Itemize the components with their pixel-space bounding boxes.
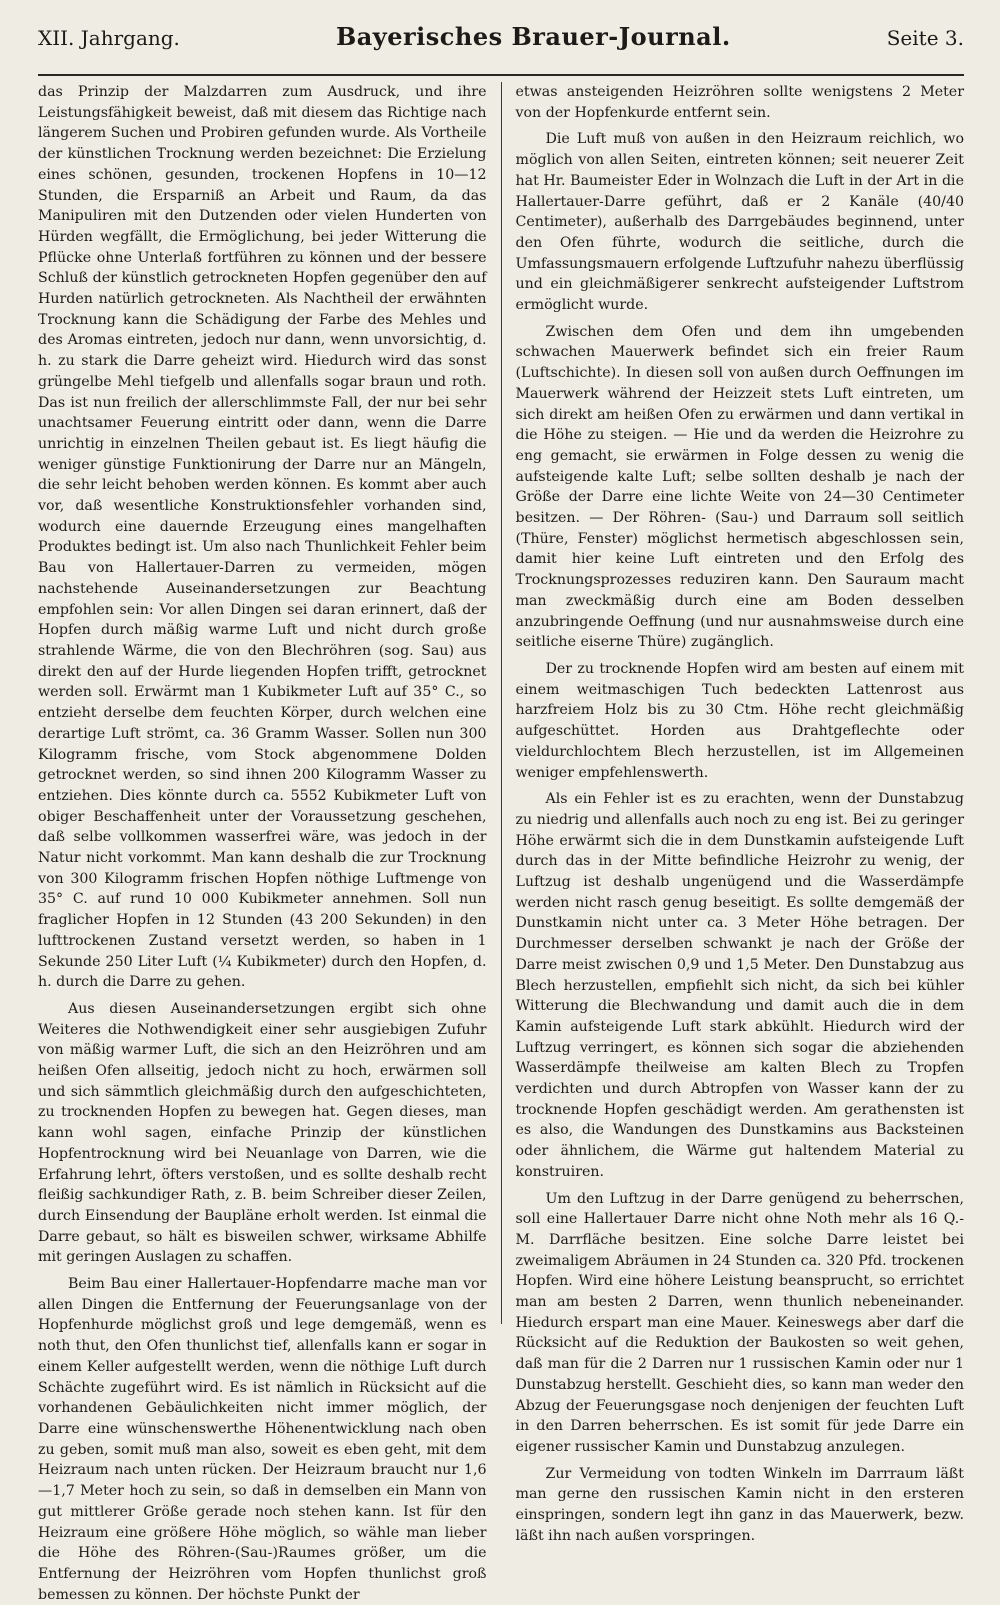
header-rule <box>38 74 964 76</box>
paragraph: das Prinzip der Malzdarren zum Ausdruck, und ihre Leistungsfähigkeit beweist, daß mit diesem das Richtige nach längerem Suchen und Probiren gefunden wurde. Als Vortheile der künstlichen Trocknung werden bezeichnet: Die Erzielung eines schönen, gesunden, trockenen Hopfens in 10—12 Stunden, die Ersparniß an Arbeit und Raum, da das Manipuliren mit den Dutzenden oder vielen Hunderten von Hürden wegfällt, die Ermöglichung, bei jeder Witterung die Pflücke ohne Unterlaß fortführen zu können und der bessere Schluß der künstlich getrockneten Hopfen gegenüber den auf Hurden natürlich getrockneten. Als Nachtheil der erwähnten Trocknung kann die Schädigung der Farbe des Mehles und des Aromas eintreten, jedoch nur dann, wenn unvorsichtig, d. h. zu stark die Darre geheizt wird. Hiedurch wird das sonst grüngelbe Mehl tiefgelb und allenfalls sogar braun und roth. Das ist nun freilich der allerschlimmste Fall, der nur bei sehr unachtsamer Feuerung eintritt oder dann, wenn die Darre unrichtig in einzelnen Theilen gebaut ist. Es liegt häufig die weniger günstige Funktionirung der Darre nur an Mängeln, die sehr leicht behoben werden können. Es kommt aber auch vor, daß wesentliche Konstruktionsfehler vorhanden sind, wodurch eine dauernde Erzeugung eines mangelhaften Produktes bedingt ist. Um also nach Thunlichkeit Fehler beim Bau von Hallertauer-Darren zu vermeiden, mögen nachstehende Auseinandersetzungen zur Beachtung empfohlen sein: Vor allen Dingen sei daran erinnert, daß der Hopfen durch mäßig warme Luft und nicht durch große strahlende Wärme, die von den Blechröhren (sog. Sau) aus direkt den auf der Hurde liegenden Hopfen trifft, getrocknet werden soll. Erwärmt man 1 Kubikmeter Luft auf 35° C., so entzieht derselbe dem feuchten Körper, durch welchen eine derartige Luft strömt, ca. 36 Gramm Wasser. Sollen nun 300 Kilogramm frische, vom Stock abgenommene Dolden getrocknet werden, so sind ihnen 200 Kilogramm Wasser zu entziehen. Dies könnte durch ca. 5552 Kubikmeter Luft von obiger Beschaffenheit unter der Voraussetzung geschehen, daß selbe vollkommen wasserfrei wäre, was jedoch in der Natur nicht vorkommt. Man kann deshalb die zur Trocknung von 300 Kilogramm frischen Hopfen nöthige Luftmenge von 35° C. auf rund 10 000 Kubikmeter annehmen. Soll nun fraglicher Hopfen in 12 Stunden (43 200 Sekunden) in den lufttrockenen Zustand versetzt werden, so haben in 1 Sekunde 250 Liter Luft (¼ Kubikmeter) durch den Hopfen, d. h. durch die Darre zu gehen. <box>38 84 487 991</box>
paragraph: Die Luft muß von außen in den Heizraum reichlich, wo möglich von allen Seiten, eintreten können; seit neuerer Zeit hat Hr. Baumeister Eder in Wolnzach die Luft in der Art in die Hallertauer-Darre geführt, daß er 2 Kanäle (40/40 Centimeter), außerhalb des Darrgebäudes beginnend, unter den Ofen führte, wodurch die seitliche, durch die Umfassungsmauern erfolgende Luftzufuhr nahezu überflüssig und ein gleichmäßigerer senkrecht aufsteigender Luftstrom ermöglicht wurde. <box>515 131 964 314</box>
paragraph: etwas ansteigenden Heizröhren sollte wenigstens 2 Meter von der Hopfenkurde entfernt sein. <box>515 84 964 121</box>
paragraph: Aus diesen Auseinandersetzungen ergibt sich ohne Weiteres die Nothwendigkeit einer sehr ausgiebigen Zufuhr von mäßig warmer Luft, die sich an den Heizröhren und am heißen Ofen allseitig, jedoch nicht zu hoch, erwärmen soll und sich sämmtlich gleichmäßig durch den aufgeschichteten, zu trocknenden Hopfen zu bewegen hat. Gegen dieses, man kann wohl sagen, einfache Prinzip der künstlichen Hopfentrocknung wird bei Neuanlage von Darren, wie die Erfahrung lehrt, öfters verstoßen, und es sollte deshalb recht fleißig sachkundiger Rath, z. B. beim Schreiber dieser Zeilen, durch Einsendung der Baupläne erholt werden. Ist einmal die Darre gebaut, so hält es bisweilen schwer, wirksame Abhilfe mit geringen Auslagen zu schaffen. <box>38 1000 487 1266</box>
page-header <box>38 22 964 72</box>
left-column <box>38 82 501 1603</box>
paragraph: Um den Luftzug in der Darre genügend zu beherrschen, soll eine Hallertauer Darre nicht ohne Noth mehr als 16 Q.-M. Darrfläche besitzen. Eine solche Darre leistet bei zweimaligem Abräumen in 24 Stunden ca. 320 Pfd. trockenen Hopfen. Wird eine höhere Leistung beansprucht, so errichtet man am besten 2 Darren, wenn thunlich nebeneinander. Hiedurch erspart man eine Mauer. Keineswegs aber darf die Rücksicht auf die Reduktion der Baukosten so weit gehen, daß man für die 2 Darren nur 1 russischen Kamin oder nur 1 Dunstabzug herstellt. Geschieht dies, so kann man weder den Abzug der Feuerungsgase noch denjenigen der feuchten Luft in den Darren beherrschen. Es ist somit für jede Darre ein eigener russischer Kamin und Dunstabzug anzulegen. <box>515 1190 964 1455</box>
paragraph: Beim Bau einer Hallertauer-Hopfendarre mache man vor allen Dingen die Entfernung der Feuerungsanlage von der Hopfenhurde möglichst groß und lege demgemäß, wenn es noth thut, den Ofen thunlichst tief, allenfalls kann er sogar in einem Keller aufgestellt werden, wenn die nöthige Luft durch Schächte zugeführt wird. Es ist nämlich in Rücksicht auf die vorhandenen Gebäulichkeiten nicht immer möglich, der Darre eine wünschenswerthe Höhenentwicklung nach oben zu geben, somit muß man also, soweit es eben geht, mit dem Heizraum nach unten rücken. Der Heizraum braucht nur 1,6—1,7 Meter hoch zu sein, so daß in demselben ein Mann von gut mittlerer Größe gerade noch stehen kann. Ist für den Heizraum eine größere Höhe möglich, so wähle man lieber die Höhe des Röhren-(Sau-)Raumes größer, um die Entfernung der Heizröhren vom Hopfen thunlichst groß bemessen zu können. Der höchste Punkt der <box>38 1276 487 1603</box>
article-columns <box>38 82 964 1603</box>
journal-title: Bayerisches Brauer-Journal. <box>335 22 731 51</box>
right-column <box>502 82 965 1544</box>
paragraph: Als ein Fehler ist es zu erachten, wenn der Dunstabzug zu niedrig und allenfalls auch noch zu eng ist. Bei zu geringer Höhe erwärmt sich die in dem Dunstkamin aufsteigende Luft durch das in der Mitte befindliche Heizrohr zu wenig, der Luftzug ist deshalb ungenügend und die Wasserdämpfe werden nicht rasch genug beseitigt. Es sollte demgemäß der Dunstkamin nicht unter ca. 3 Meter Höhe betragen. Der Durchmesser derselben schwankt je nach der Größe der Darre meist zwischen 0,9 und 1,5 Meter. Den Dunstabzug aus Blech herzustellen, empfiehlt sich nicht, da sich bei kühler Witterung die Blechwandung und damit auch die in dem Kamin aufsteigende Luft stark abkühlt. Hiedurch wird der Luftzug verringert, es können sich sogar die abziehenden Wasserdämpfe theilweise am kalten Blech zu Tropfen verdichten und durch Abtropfen von Wasser kann der zu trocknende Hopfen geschädigt werden. Am gerathensten ist es also, die Wandungen des Dunstkamins aus Backsteinen oder ähnlichem, die Wärme gut haltendem Material zu konstruiren. <box>515 791 964 1180</box>
page-number: Seite 3. <box>886 26 964 50</box>
paragraph: Zur Vermeidung von todten Winkeln im Darrraum läßt man gerne den russischen Kamin nicht in den ersteren einspringen, sondern legt ihn ganz in das Mauerwerk, bezw. läßt ihn nach außen vorspringen. <box>515 1465 964 1544</box>
volume-label: XII. Jahrgang. <box>38 26 180 50</box>
paragraph: Der zu trocknende Hopfen wird am besten auf einem mit einem weitmaschigen Tuch bedeckten Lattenrost aus harzfreiem Holz bis zu 30 Ctm. Höhe recht gleichmäßig aufgeschüttet. Horden aus Drahtgeflechte oder vieldurchlochtem Blech herzustellen, ist im Allgemeinen weniger empfehlenswerth. <box>515 660 964 781</box>
paragraph: Zwischen dem Ofen und dem ihn umgebenden schwachen Mauerwerk befindet sich ein freier Raum (Luftschichte). In diesen soll von außen durch Oeffnungen im Mauerwerk während der Heizzeit stets Luft eintreten, um sich direkt am heißen Ofen zu erwärmen und dann vertikal in die Höhe zu steigen. — Hie und da werden die Heizrohre zu eng gemacht, sie erwärmen in Folge dessen zu wenig die aufsteigende kalte Luft; selbe sollten deshalb je nach der Größe der Darre eine lichte Weite von 24—30 Centimeter besitzen. — Der Röhren- (Sau-) und Darraum soll seitlich (Thüre, Fenster) möglichst hermetisch abgeschlossen sein, damit hier keine Luft eintreten und den Erfolg des Trocknungsprozesses reduziren kann. Den Sauraum macht man zweckmäßig durch eine am Boden desselben anzubringende Oeffnung (und nur ausnahmsweise durch eine seitliche eiserne Thüre) zugänglich. <box>515 323 964 651</box>
